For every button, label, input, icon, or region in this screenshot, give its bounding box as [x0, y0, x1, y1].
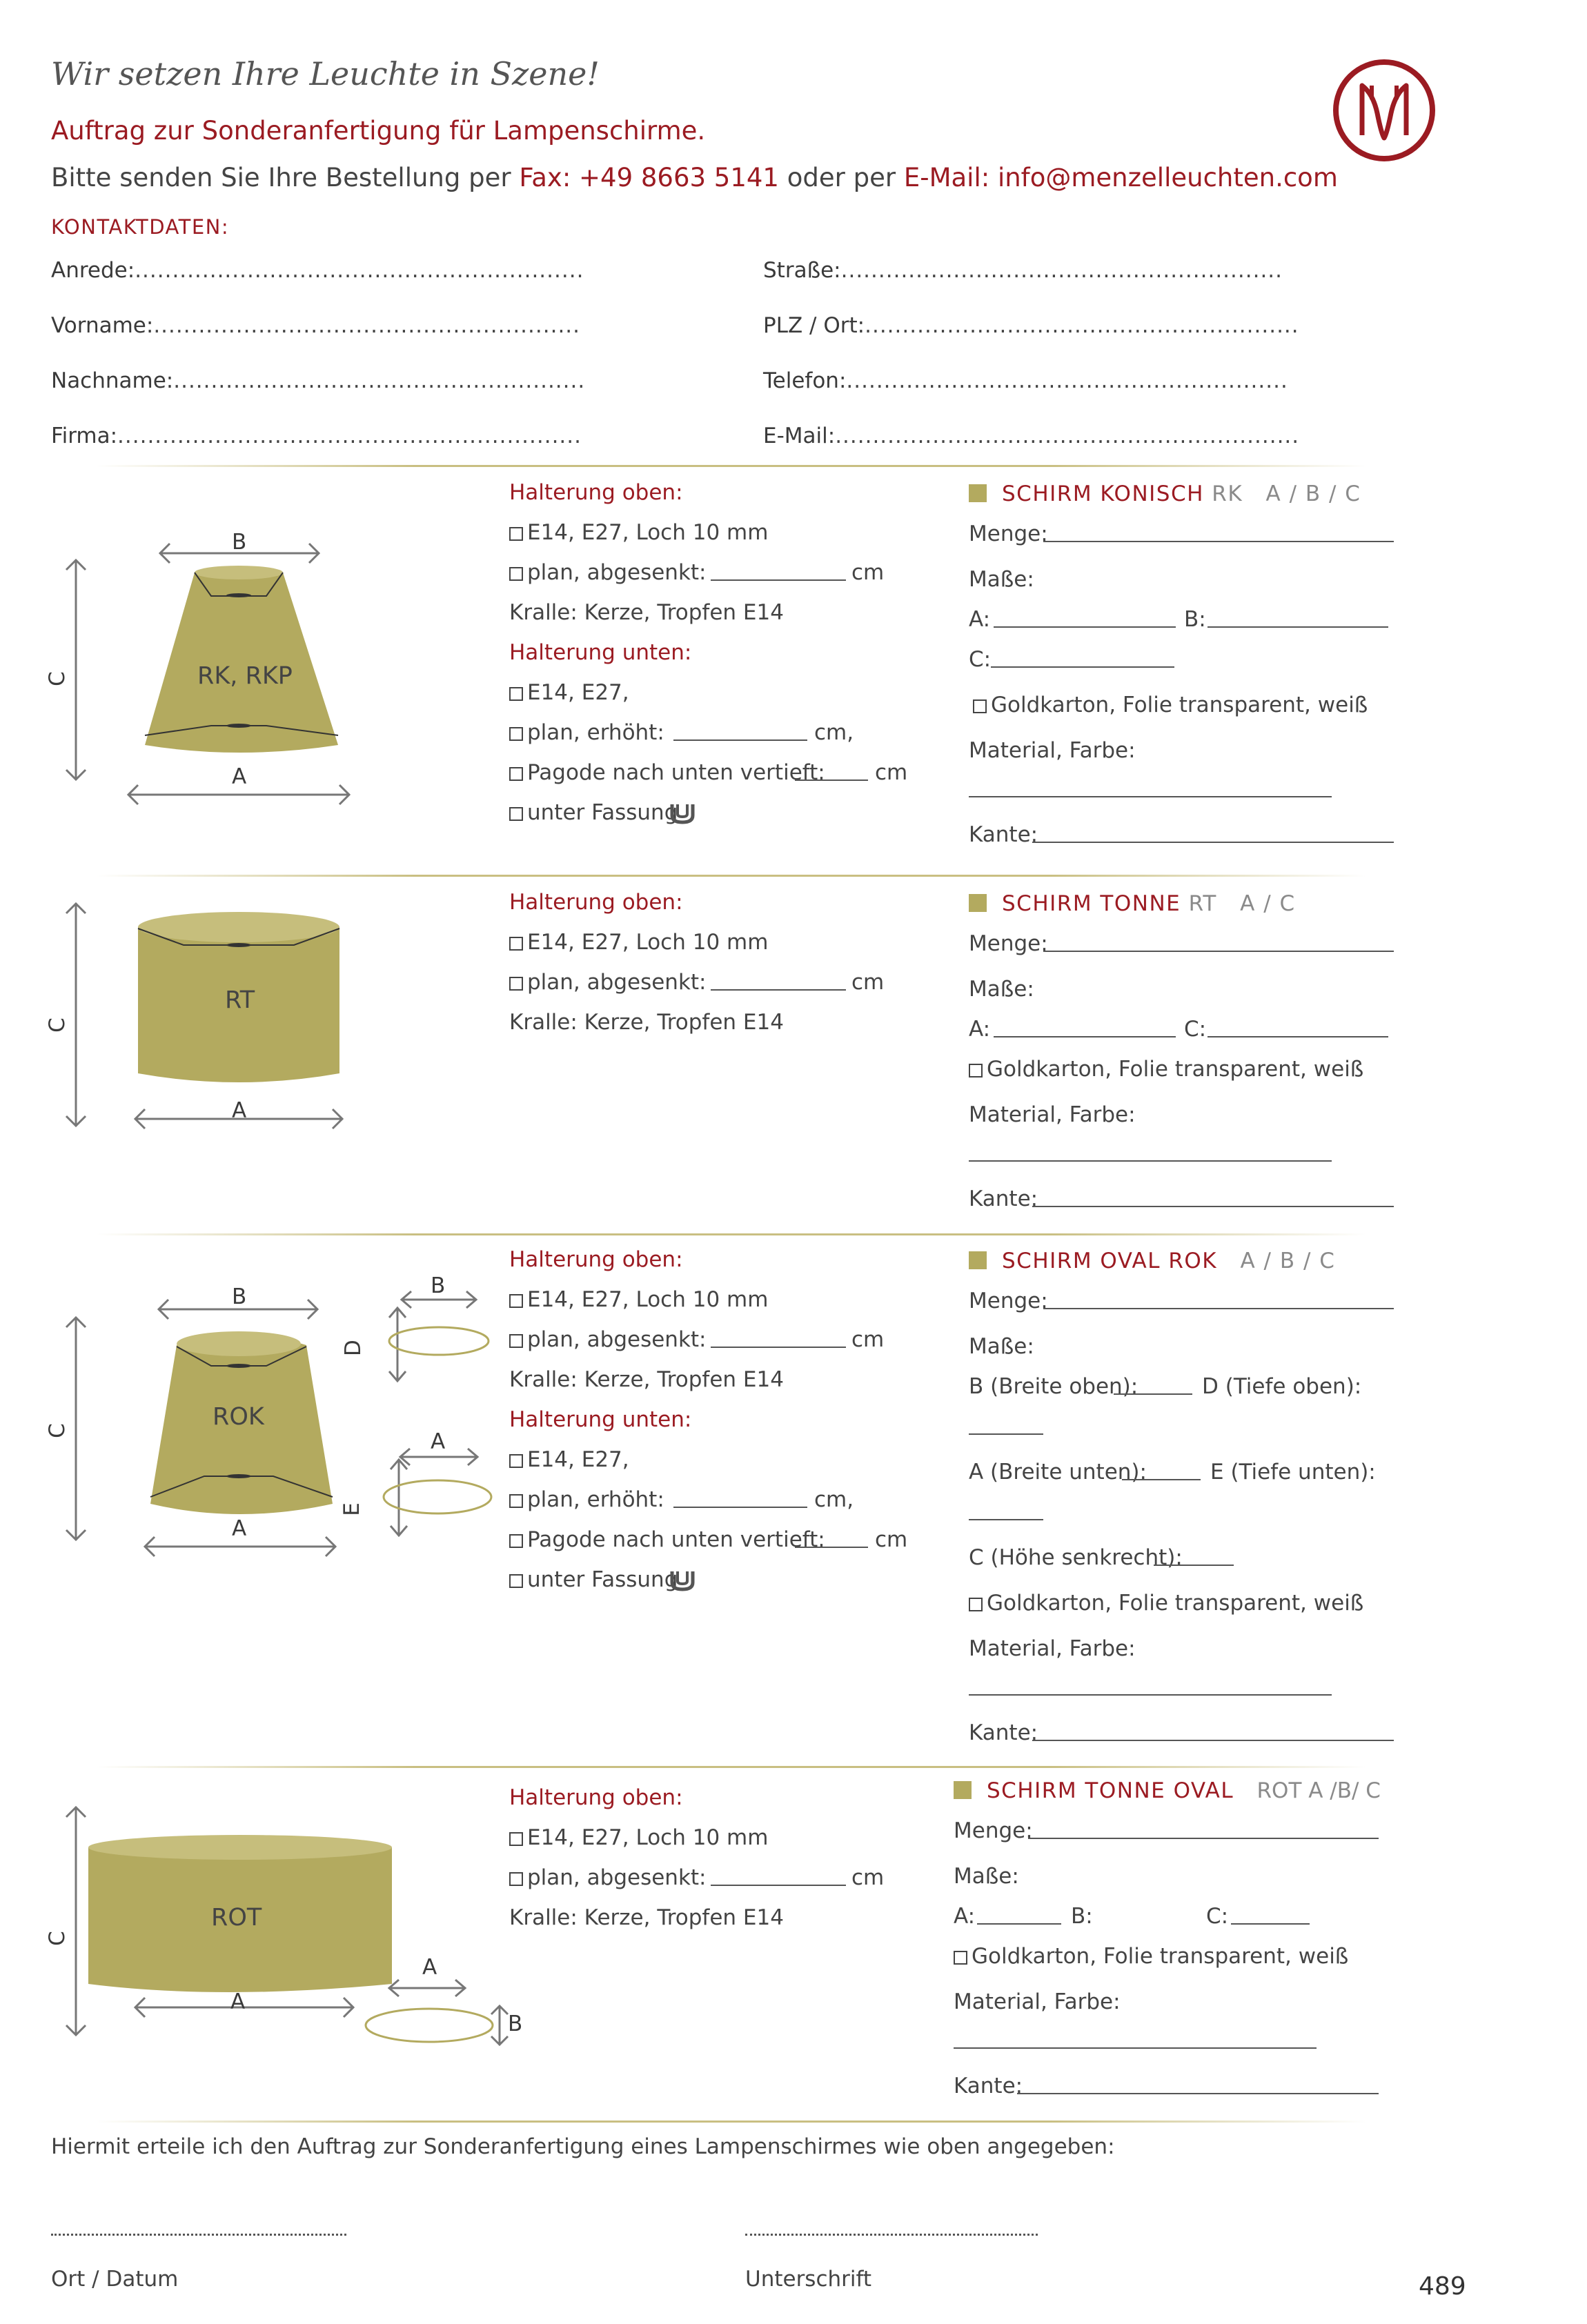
- field-anrede[interactable]: Anrede:............................................................: [51, 258, 584, 283]
- b-label: B:: [1071, 1904, 1093, 1929]
- divider: [97, 1766, 1366, 1768]
- d-tiefe-input[interactable]: [969, 1433, 1043, 1435]
- unit-cm: cm: [875, 1527, 908, 1552]
- a-input[interactable]: [994, 626, 1176, 628]
- masse-label: Maße:: [954, 1864, 1019, 1889]
- section-dims: A / B / C: [1265, 481, 1361, 506]
- section-title-text: SCHIRM TONNE OVAL: [987, 1778, 1234, 1803]
- menzel-logo-icon: [1332, 58, 1437, 163]
- halterung-oben-heading: Halterung oben:: [509, 480, 683, 505]
- checkbox[interactable]: [509, 1494, 523, 1508]
- kante-label: Kante:: [954, 2074, 1023, 2098]
- place-date-line[interactable]: [51, 2234, 346, 2236]
- divider: [97, 2121, 1366, 2123]
- material-input[interactable]: [969, 1694, 1332, 1696]
- menge-input[interactable]: [1028, 1838, 1379, 1839]
- c-input[interactable]: [991, 666, 1174, 668]
- checkbox[interactable]: [509, 687, 523, 701]
- checkbox[interactable]: [954, 1951, 967, 1965]
- section-code: RK: [1212, 481, 1243, 506]
- material-label: Material, Farbe:: [969, 738, 1136, 763]
- checkbox[interactable]: [973, 699, 987, 713]
- clip-holder-icon: [669, 1570, 696, 1591]
- option-label: Pagode nach unten vertieft:: [527, 1527, 825, 1552]
- checkbox[interactable]: [509, 807, 523, 821]
- option-label: unter Fassung: [527, 800, 678, 825]
- form-subtitle: Auftrag zur Sonderanfertigung für Lampenschirme.: [51, 116, 706, 146]
- unit-cm: cm: [851, 970, 885, 995]
- label-plz-ort: PLZ / Ort:: [763, 313, 865, 338]
- page-number: 489: [1419, 2272, 1466, 2301]
- unit-cm: cm: [851, 1865, 885, 1890]
- option-plan-abgesenkt[interactable]: [509, 1327, 707, 1352]
- label-firma: Firma:: [51, 424, 118, 448]
- option-fitting-top[interactable]: [509, 1825, 768, 1850]
- option-label: E14, E27, Loch 10 mm: [527, 930, 769, 955]
- halterung-unten-heading: Halterung unten:: [509, 1407, 692, 1432]
- dim-label-d: D: [340, 1340, 366, 1356]
- a-input[interactable]: [977, 1923, 1061, 1925]
- checkbox[interactable]: [509, 1534, 523, 1548]
- c-input[interactable]: [1208, 1036, 1388, 1037]
- checkbox[interactable]: [969, 1064, 983, 1077]
- field-nachname[interactable]: Nachname:.......................................................: [51, 368, 586, 393]
- option-label: E14, E27, Loch 10 mm: [527, 520, 769, 545]
- option-label: Kralle: Kerze, Tropfen E14: [509, 1367, 784, 1392]
- a-label: A:: [969, 607, 991, 632]
- label-email: E-Mail:: [763, 424, 836, 448]
- dim-label-c: C: [44, 671, 70, 686]
- c-label: C:: [969, 647, 992, 672]
- checkbox[interactable]: [509, 1872, 523, 1886]
- masse-label: Maße:: [969, 1334, 1034, 1359]
- input-line[interactable]: [711, 1347, 846, 1348]
- option-kralle[interactable]: [509, 1010, 784, 1035]
- c-label: C:: [1184, 1017, 1207, 1042]
- halterung-oben-heading: Halterung oben:: [509, 890, 683, 915]
- dim-label-c: C: [44, 1423, 70, 1438]
- drum-shade-diagram: [48, 897, 366, 1138]
- section-marker-icon: [969, 894, 987, 912]
- dim-label-a: A: [232, 1098, 247, 1123]
- option-label: Goldkarton, Folie transparent, weiß: [991, 693, 1368, 717]
- order-instruction: [51, 163, 1338, 192]
- option-label: Pagode nach unten vertieft:: [527, 760, 825, 785]
- a-breite-input[interactable]: [1122, 1479, 1201, 1480]
- material-label: Material, Farbe:: [969, 1102, 1136, 1127]
- unit-cm: cm: [851, 1327, 885, 1352]
- checkbox[interactable]: [509, 977, 523, 991]
- section-title-text: SCHIRM TONNE: [1002, 891, 1181, 916]
- halterung-oben-heading: Halterung oben:: [509, 1247, 683, 1272]
- section-marker-icon: [954, 1781, 972, 1799]
- d-tiefe-label: D (Tiefe oben):: [1202, 1374, 1362, 1399]
- c-hoehe-label: C (Höhe senkrecht):: [969, 1545, 1183, 1570]
- tagline: Wir setzen Ihre Leuchte in Szene!: [51, 55, 600, 92]
- checkbox[interactable]: [509, 1454, 523, 1468]
- b-label: B:: [1184, 607, 1206, 632]
- masse-label: Maße:: [969, 567, 1034, 592]
- field-strasse[interactable]: Straße:...........................................................: [763, 258, 1283, 283]
- section-title: [987, 1778, 1381, 1803]
- dim-label-c: C: [44, 1931, 70, 1946]
- label-telefon: Telefon:: [763, 368, 847, 393]
- option-kralle[interactable]: [509, 1905, 784, 1930]
- input-line[interactable]: [711, 579, 846, 581]
- material-input[interactable]: [969, 1160, 1332, 1162]
- a-label: A:: [969, 1017, 991, 1042]
- option-fitting-bottom[interactable]: [509, 680, 629, 705]
- menge-input[interactable]: [1043, 541, 1394, 542]
- dim-label-a: A: [232, 764, 247, 789]
- menge-label: Menge:: [954, 1818, 1033, 1843]
- email-address[interactable]: E-Mail: info@menzelleuchten.com: [903, 163, 1338, 192]
- menge-label: Menge:: [969, 522, 1048, 546]
- input-line[interactable]: [795, 1547, 868, 1548]
- halterung-oben-heading: Halterung oben:: [509, 1785, 683, 1810]
- label-strasse: Straße:: [763, 258, 841, 283]
- divider: [97, 1233, 1366, 1235]
- unit-cm: cm,: [814, 720, 854, 745]
- kante-label: Kante:: [969, 1720, 1038, 1745]
- unit-cm: cm: [851, 560, 885, 585]
- option-label: Goldkarton, Folie transparent, weiß: [972, 1944, 1349, 1969]
- label-anrede: Anrede:: [51, 258, 135, 283]
- c-input[interactable]: [1231, 1923, 1310, 1925]
- section-code: RT: [1188, 891, 1217, 916]
- section-title: [1002, 481, 1361, 506]
- checkbox[interactable]: [509, 1832, 523, 1846]
- option-label: plan, erhöht:: [527, 720, 664, 745]
- order-statement: Hiermit erteile ich den Auftrag zur Sonderanfertigung eines Lampenschirmes wie oben angegeben:: [51, 2134, 1115, 2159]
- checkbox[interactable]: [969, 1598, 983, 1611]
- menge-label: Menge:: [969, 1289, 1048, 1313]
- option-label: plan, abgesenkt:: [527, 1865, 707, 1890]
- b-breite-input[interactable]: [1114, 1393, 1192, 1395]
- a-label: A:: [954, 1904, 976, 1929]
- unit-cm: cm: [875, 760, 908, 785]
- option-label: plan, erhöht:: [527, 1487, 664, 1512]
- dim-label-b-oval: B: [508, 2012, 523, 2036]
- option-material-type[interactable]: [954, 1944, 1348, 1969]
- checkbox[interactable]: [509, 937, 523, 951]
- section-marker-icon: [969, 1251, 987, 1269]
- section-title-text: SCHIRM KONISCH: [1002, 481, 1204, 506]
- divider: [97, 465, 1366, 467]
- place-date-label: Ort / Datum: [51, 2267, 179, 2292]
- option-kralle[interactable]: [509, 600, 784, 625]
- option-kralle[interactable]: [509, 1367, 784, 1392]
- divider: [97, 875, 1366, 877]
- checkbox[interactable]: [509, 727, 523, 741]
- kante-input[interactable]: [1032, 1740, 1394, 1741]
- oval-conical-shade-diagram: [48, 1297, 518, 1559]
- checkbox[interactable]: [509, 1294, 523, 1308]
- option-fitting-top[interactable]: [509, 1287, 768, 1312]
- option-label: plan, abgesenkt:: [527, 970, 707, 995]
- unit-cm: cm,: [814, 1487, 854, 1512]
- dim-label-e: E: [339, 1502, 364, 1516]
- option-label: E14, E27,: [527, 680, 629, 705]
- section-marker-icon: [969, 484, 987, 502]
- c-hoehe-input[interactable]: [1154, 1565, 1234, 1566]
- option-plan-erhoeht[interactable]: [509, 720, 664, 745]
- material-label: Material, Farbe:: [969, 1636, 1136, 1661]
- dim-label-a: A: [232, 1516, 247, 1541]
- dim-label-b: B: [232, 530, 247, 555]
- input-line[interactable]: [795, 779, 868, 781]
- order-prefix: Bitte senden Sie Ihre Bestellung per: [51, 163, 520, 192]
- option-fitting-top[interactable]: [509, 930, 768, 955]
- input-line[interactable]: [673, 739, 807, 741]
- checkbox[interactable]: [509, 567, 523, 581]
- material-input[interactable]: [969, 796, 1332, 797]
- option-material-type[interactable]: [969, 1057, 1363, 1082]
- checkbox[interactable]: [509, 527, 523, 541]
- b-input[interactable]: [1208, 626, 1388, 628]
- section-title: [1002, 1249, 1335, 1273]
- a-breite-label: A (Breite unten):: [969, 1460, 1147, 1484]
- field-email[interactable]: E-Mail:..............................................................: [763, 424, 1300, 448]
- option-pagode[interactable]: [509, 1527, 825, 1552]
- c-label: C:: [1206, 1904, 1229, 1929]
- option-material-type[interactable]: [973, 693, 1368, 717]
- shape-label: RK, RKP: [197, 662, 293, 690]
- contact-heading: KONTAKTDATEN:: [51, 215, 230, 239]
- option-unter-fassung[interactable]: [509, 1567, 678, 1592]
- checkbox[interactable]: [509, 767, 523, 781]
- section-dims: A / C: [1240, 891, 1296, 916]
- oval-drum-shade-diagram: [48, 1794, 531, 2056]
- option-label: E14, E27, Loch 10 mm: [527, 1825, 769, 1850]
- dim-label-b-oval: B: [431, 1273, 446, 1298]
- option-label: Kralle: Kerze, Tropfen E14: [509, 1905, 784, 1930]
- shape-label: ROT: [211, 1904, 262, 1931]
- option-label: Goldkarton, Folie transparent, weiß: [987, 1057, 1364, 1082]
- option-label: Kralle: Kerze, Tropfen E14: [509, 1010, 784, 1035]
- dim-label-a: A: [230, 1989, 246, 2014]
- shape-label: ROK: [213, 1403, 264, 1431]
- checkbox[interactable]: [509, 1574, 523, 1588]
- kante-input[interactable]: [1017, 2093, 1379, 2094]
- section-dims: A / B / C: [1240, 1249, 1336, 1273]
- signature-label: Unterschrift: [745, 2267, 872, 2292]
- input-line[interactable]: [711, 989, 846, 991]
- section-title-text: SCHIRM OVAL ROK: [1002, 1249, 1218, 1273]
- option-unter-fassung[interactable]: [509, 800, 678, 825]
- a-input[interactable]: [994, 1036, 1176, 1037]
- section-code: ROT A /B/ C: [1256, 1778, 1381, 1803]
- dim-label-a-oval: A: [422, 1955, 437, 1980]
- field-telefon[interactable]: Telefon:...........................................................: [763, 368, 1288, 393]
- section-title: [1002, 891, 1296, 916]
- field-vorname[interactable]: Vorname:.........................................................: [51, 313, 581, 338]
- option-label: unter Fassung: [527, 1567, 678, 1592]
- option-plan-abgesenkt[interactable]: [509, 1865, 707, 1890]
- option-fitting-bottom[interactable]: [509, 1447, 629, 1472]
- input-line[interactable]: [711, 1885, 846, 1886]
- option-plan-abgesenkt[interactable]: [509, 970, 707, 995]
- option-plan-abgesenkt[interactable]: [509, 560, 707, 585]
- option-label: plan, abgesenkt:: [527, 1327, 707, 1352]
- option-pagode[interactable]: [509, 760, 825, 785]
- dim-label-c: C: [44, 1017, 70, 1033]
- e-tiefe-label: E (Tiefe unten):: [1210, 1460, 1376, 1484]
- material-label: Material, Farbe:: [954, 1989, 1121, 2014]
- field-firma[interactable]: Firma:..............................................................: [51, 424, 582, 448]
- option-label: E14, E27,: [527, 1447, 629, 1472]
- checkbox[interactable]: [509, 1334, 523, 1348]
- option-fitting-top[interactable]: [509, 520, 768, 545]
- option-label: plan, abgesenkt:: [527, 560, 707, 585]
- option-plan-erhoeht[interactable]: [509, 1487, 664, 1512]
- field-plz-ort[interactable]: PLZ / Ort:..........................................................: [763, 313, 1299, 338]
- masse-label: Maße:: [969, 977, 1034, 1002]
- option-label: E14, E27, Loch 10 mm: [527, 1287, 769, 1312]
- shape-label: RT: [225, 986, 255, 1014]
- input-line[interactable]: [673, 1507, 807, 1508]
- menge-label: Menge:: [969, 931, 1048, 956]
- dim-label-a-oval: A: [431, 1429, 446, 1454]
- material-input[interactable]: [954, 2047, 1317, 2049]
- b-breite-label: B (Breite oben):: [969, 1374, 1138, 1399]
- option-label: Goldkarton, Folie transparent, weiß: [987, 1591, 1364, 1616]
- label-nachname: Nachname:: [51, 368, 174, 393]
- kante-input[interactable]: [1032, 1206, 1394, 1207]
- kante-input[interactable]: [1032, 842, 1394, 843]
- clip-holder-icon: [669, 803, 696, 824]
- dim-label-b: B: [232, 1284, 247, 1309]
- option-label: Kralle: Kerze, Tropfen E14: [509, 600, 784, 625]
- e-tiefe-input[interactable]: [969, 1519, 1043, 1520]
- kante-label: Kante:: [969, 1186, 1038, 1211]
- option-material-type[interactable]: [969, 1591, 1363, 1616]
- label-vorname: Vorname:: [51, 313, 154, 338]
- kante-label: Kante:: [969, 822, 1038, 847]
- fax-number[interactable]: Fax: +49 8663 5141: [519, 163, 779, 192]
- signature-line[interactable]: [745, 2234, 1038, 2236]
- halterung-unten-heading: Halterung unten:: [509, 640, 692, 665]
- menge-input[interactable]: [1043, 951, 1394, 952]
- menge-input[interactable]: [1043, 1308, 1394, 1309]
- order-or: oder per: [778, 163, 904, 192]
